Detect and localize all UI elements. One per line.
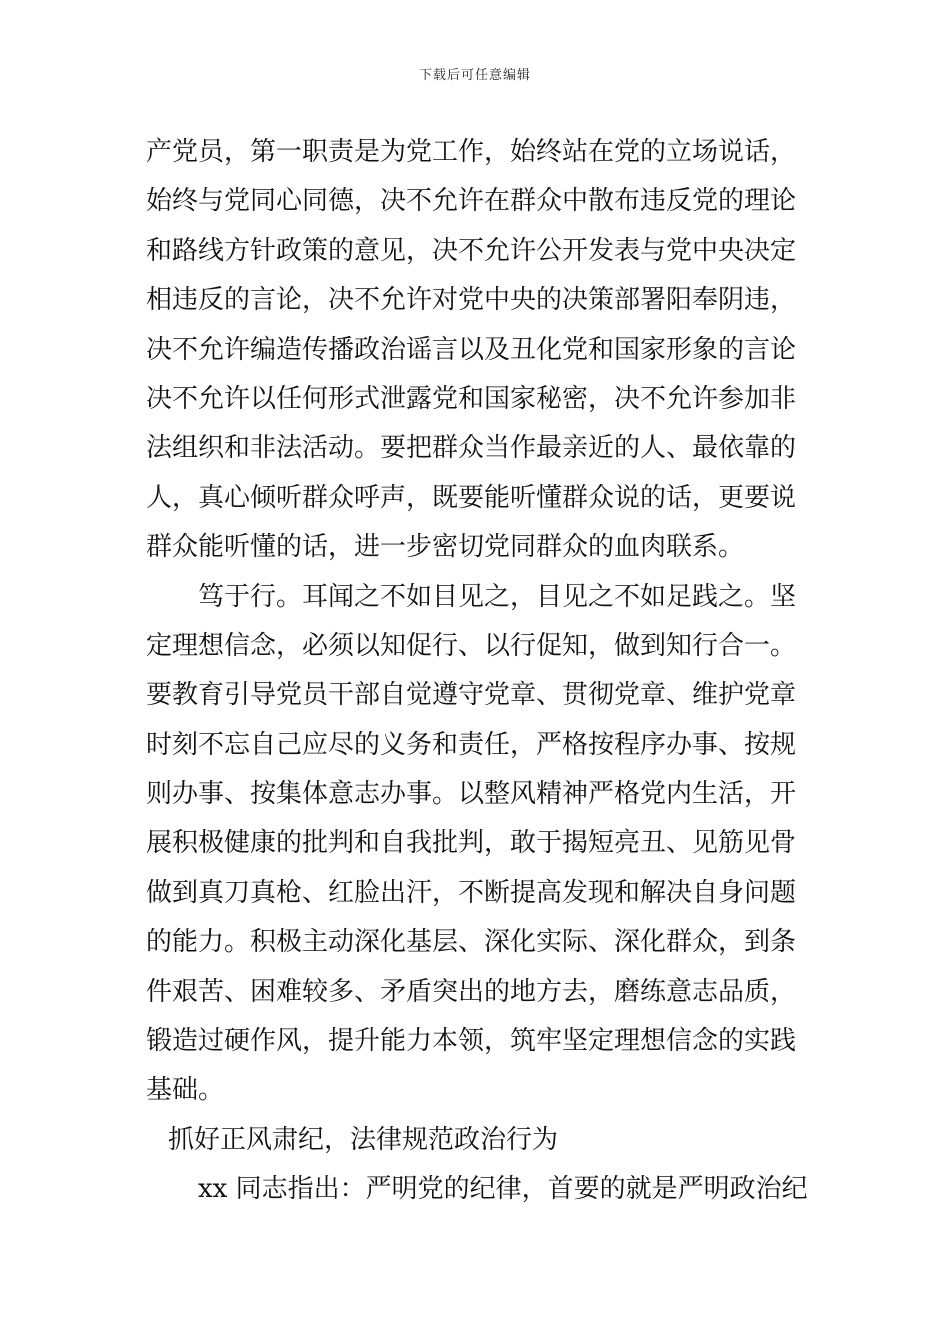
text-line: 决不允许以任何形式泄露党和国家秘密，决不允许参加非 — [146, 383, 797, 414]
paragraph-start-line: xx 同志指出：严明党的纪律，首要的就是严明政治纪 — [198, 1174, 808, 1205]
text-line: 展积极健康的批判和自我批判，敢于揭短亮丑、见筋见骨 — [146, 828, 797, 859]
text-line: 人，真心倾听群众呼声，既要能听懂群众说的话，更要说 — [146, 482, 797, 513]
text-line: 决不允许编造传播政治谣言以及丑化党和国家形象的言论 — [146, 334, 797, 365]
text-line: 和路线方针政策的意见，决不允许公开发表与党中央决定 — [146, 235, 797, 266]
text-line: 产党员，第一职责是为党工作，始终站在党的立场说话， — [146, 137, 797, 167]
text-line: 基础。 — [146, 1075, 225, 1106]
text-line: 时刻不忘自己应尽的义务和责任，严格按程序办事、按规 — [146, 729, 797, 760]
section-heading: 抓好正风肃纪，法律规范政治行为 — [168, 1124, 559, 1155]
page-header-note: 下载后可任意编辑 — [418, 68, 531, 83]
text-line: 做到真刀真枪、红脸出汗，不断提高发现和解决自身问题 — [146, 877, 797, 908]
text-line: 群众能听懂的话，进一步密切党同群众的血肉联系。 — [146, 532, 745, 563]
text-line: 相违反的言论，决不允许对党中央的决策部署阳奉阴违， — [146, 285, 797, 316]
text-line: 法组织和非法活动。要把群众当作最亲近的人、最依靠的 — [146, 433, 797, 464]
document-body — [146, 128, 810, 1215]
text-line: 件艰苦、困难较多、矛盾突出的地方去，磨练意志品质， — [146, 976, 797, 1007]
text-line: 则办事、按集体意志办事。以整风精神严格党内生活，开 — [146, 779, 797, 810]
text-line: 始终与党同心同德，决不允许在群众中散布违反党的理论 — [146, 186, 797, 217]
paragraph-start-line: 笃于行。耳闻之不如目见之，目见之不如足践之。坚 — [198, 581, 797, 612]
text-line: 要教育引导党员干部自觉遵守党章、贯彻党章、维护党章 — [146, 680, 797, 711]
text-line: 定理想信念，必须以知促行、以行促知，做到知行合一。 — [146, 630, 797, 661]
text-line: 锻造过硬作风，提升能力本领，筑牢坚定理想信念的实践 — [146, 1026, 797, 1057]
text-line: 的能力。积极主动深化基层、深化实际、深化群众，到条 — [146, 927, 797, 958]
